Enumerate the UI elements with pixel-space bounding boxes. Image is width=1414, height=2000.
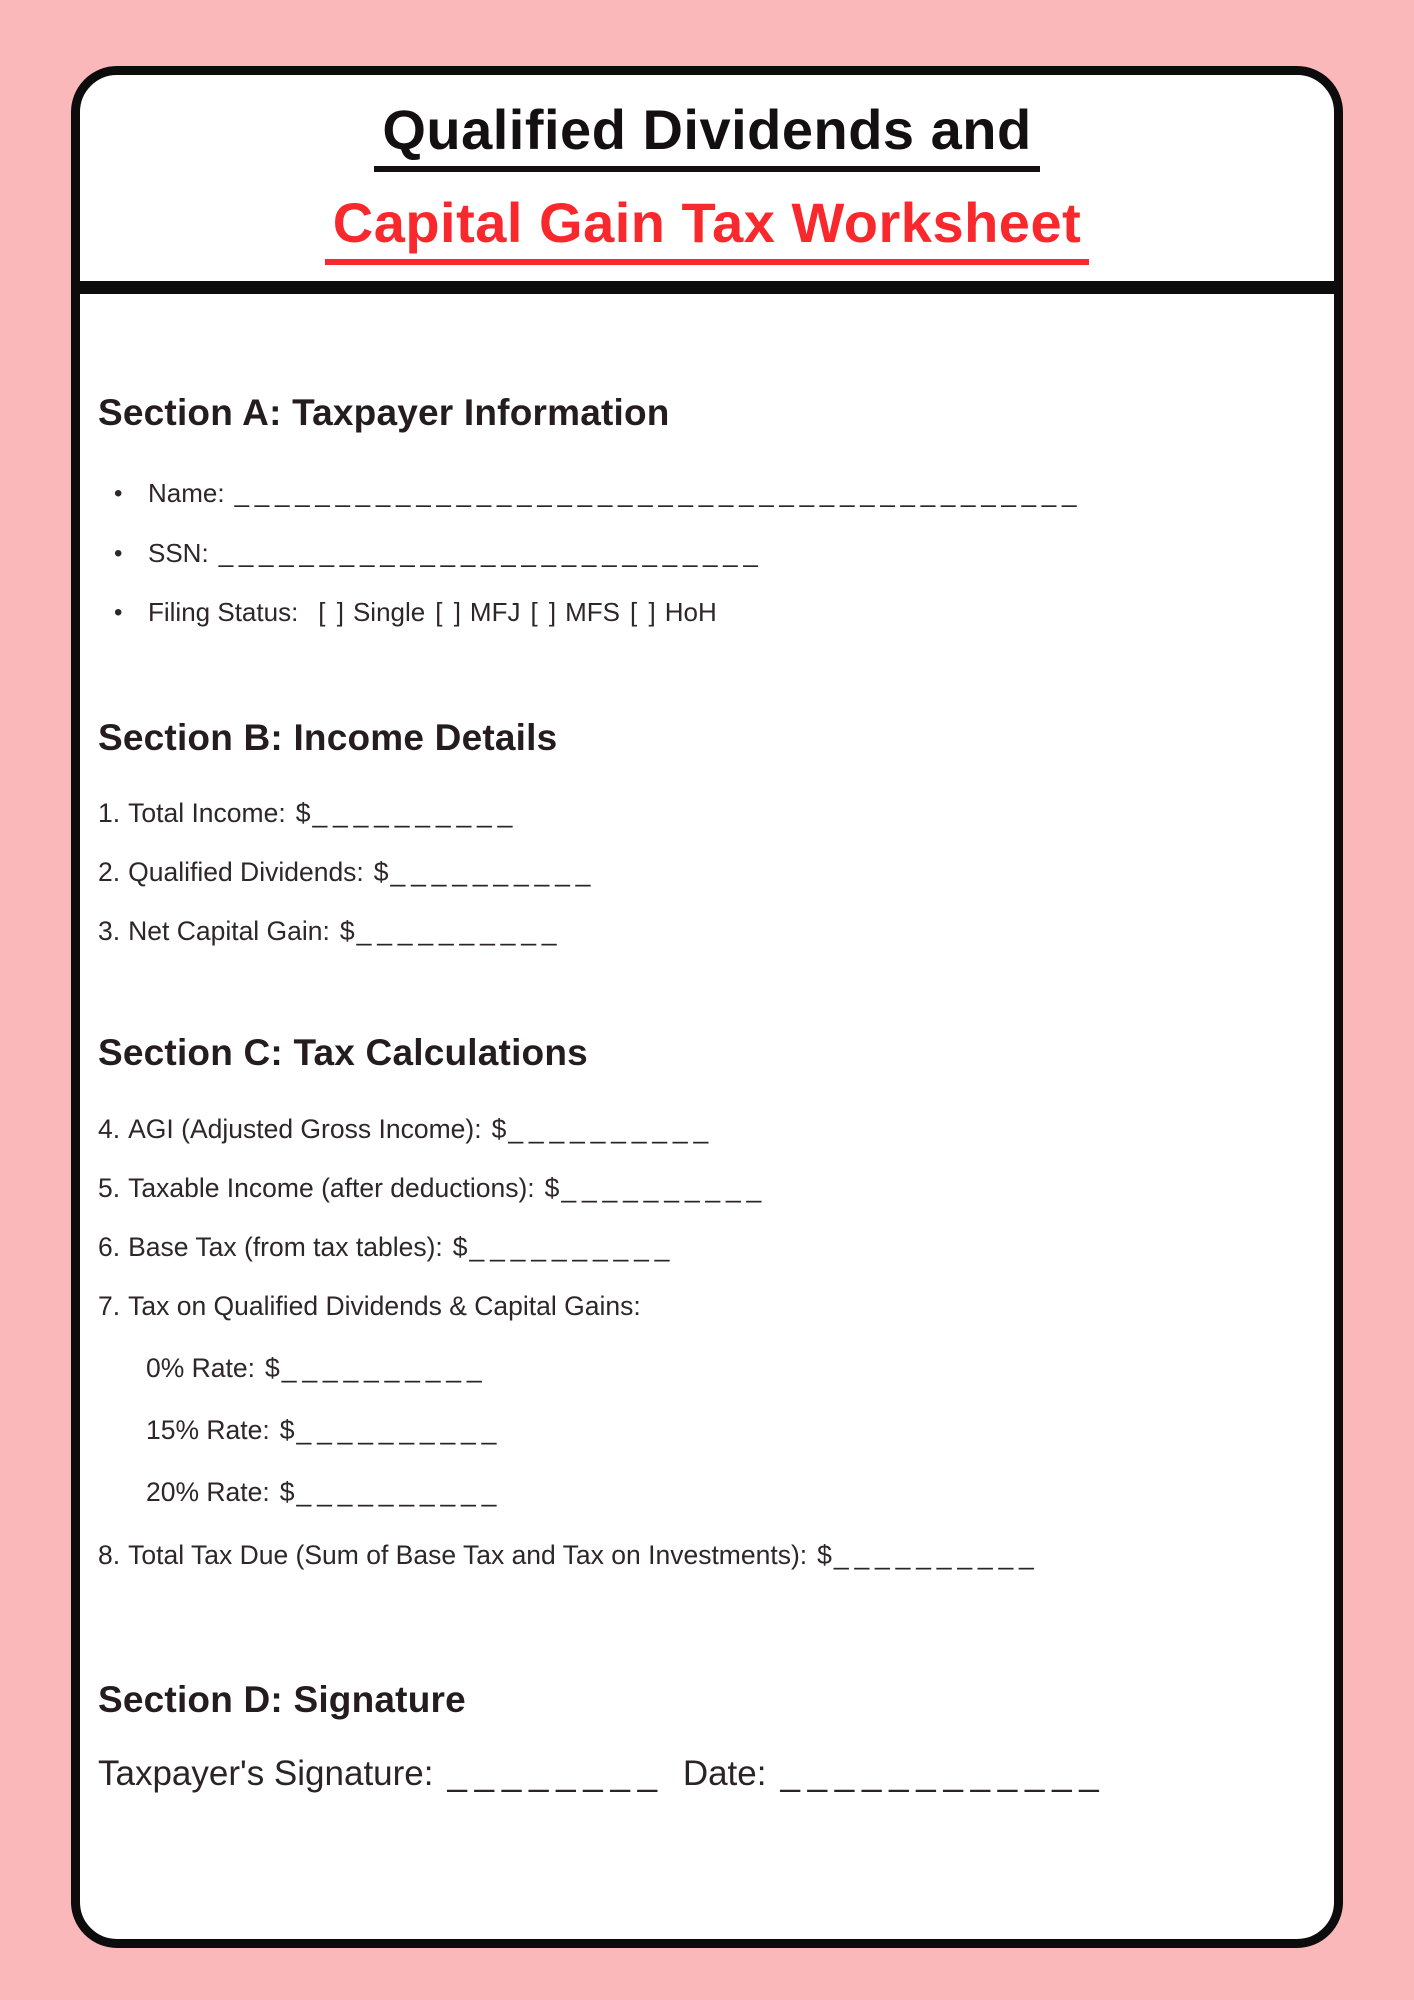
rate-line-15pct [146, 1415, 1310, 1446]
checkbox-hoh-icon: [ ] [630, 597, 658, 628]
bullet-icon: • [114, 480, 123, 508]
total-tax-wrap [98, 1539, 1310, 1572]
option-single-label: Single [352, 597, 426, 628]
item-number: 3. [98, 916, 121, 947]
item-label: Taxable Income (after deductions): [128, 1173, 535, 1204]
rate-sublist [146, 1353, 1310, 1508]
currency-symbol: $ [295, 798, 311, 829]
rate-label: 15% Rate: [146, 1415, 270, 1446]
section-taxpayer-information [98, 392, 1310, 628]
bullet-icon: • [114, 599, 123, 627]
item-label: Tax on Qualified Dividends & Capital Gains: [128, 1291, 641, 1322]
currency-symbol: $ [279, 1415, 295, 1446]
line-item-net-capital-gain [98, 915, 1310, 948]
rate-label: 20% Rate: [146, 1477, 270, 1508]
amount-blank-line: __________ [390, 857, 597, 888]
amount-blank-line: __________ [356, 916, 563, 947]
option-mfj-label: MFJ [469, 597, 521, 628]
option-hoh-label: HoH [664, 597, 717, 628]
amount-blank-line: __________ [281, 1353, 488, 1384]
bullet-icon: • [114, 539, 123, 567]
item-number: 6. [98, 1232, 121, 1263]
amount-blank-line: __________ [508, 1113, 715, 1144]
item-number: 7. [98, 1291, 121, 1322]
line-item-taxable-income [98, 1172, 1310, 1205]
line-item-total-tax-due [98, 1539, 1310, 1572]
header-divider [80, 281, 1334, 294]
ssn-field-row [114, 537, 1310, 570]
worksheet-body [80, 392, 1334, 1796]
item-number: 4. [98, 1113, 121, 1144]
date-label: Date: [682, 1754, 767, 1794]
name-field-row [114, 477, 1310, 510]
section-tax-calculations [98, 1032, 1310, 1572]
checkbox-single-icon: [ ] [318, 597, 346, 628]
currency-symbol: $ [491, 1113, 507, 1144]
line-item-qualified-dividends [98, 856, 1310, 889]
checkbox-mfs-icon: [ ] [530, 597, 559, 628]
amount-blank-line: __________ [296, 1415, 503, 1446]
line-item-tax-on-qd-cg [98, 1290, 1310, 1323]
line-item-total-income [98, 797, 1310, 830]
item-number: 8. [98, 1540, 121, 1571]
signature-row [98, 1751, 1310, 1797]
item-label: Total Income: [128, 798, 286, 829]
item-number: 1. [98, 798, 121, 829]
name-blank-line: __________________________________________ [234, 478, 1083, 509]
tax-calc-items [98, 1113, 1310, 1324]
currency-symbol: $ [279, 1477, 295, 1508]
amount-blank-line: __________ [833, 1540, 1040, 1571]
rate-line-0pct [146, 1353, 1310, 1384]
rate-line-20pct [146, 1477, 1310, 1508]
line-item-agi [98, 1113, 1310, 1146]
section-d-heading: Section D: Signature [98, 1678, 466, 1720]
item-label: AGI (Adjusted Gross Income): [128, 1113, 482, 1144]
rate-label: 0% Rate: [146, 1353, 256, 1384]
line-item-base-tax [98, 1231, 1310, 1264]
amount-blank-line: __________ [469, 1232, 676, 1263]
section-income-details [98, 717, 1310, 949]
amount-blank-line: __________ [561, 1173, 768, 1204]
worksheet-title-line2: Capital Gain Tax Worksheet [325, 194, 1089, 265]
filing-status-label: Filing Status: [148, 597, 299, 628]
currency-symbol: $ [544, 1173, 560, 1204]
worksheet-title-line1: Qualified Dividends and [374, 101, 1039, 172]
item-number: 5. [98, 1173, 121, 1204]
ssn-blank-line: ___________________________ [218, 537, 764, 568]
item-label: Base Tax (from tax tables): [128, 1232, 443, 1263]
currency-symbol: $ [265, 1353, 280, 1384]
item-number: 2. [98, 857, 121, 888]
amount-blank-line: __________ [312, 798, 519, 829]
currency-symbol: $ [452, 1232, 468, 1263]
signature-label: Taxpayer's Signature: [98, 1754, 434, 1794]
filing-status-row [114, 596, 1310, 629]
currency-symbol: $ [373, 857, 389, 888]
checkbox-mfj-icon: [ ] [435, 597, 463, 628]
item-label: Net Capital Gain: [128, 916, 330, 947]
item-label: Qualified Dividends: [128, 857, 364, 888]
worksheet-card [71, 66, 1343, 1948]
name-label: Name: [148, 478, 225, 509]
ssn-label: SSN: [148, 537, 209, 568]
worksheet-header [80, 75, 1334, 265]
option-mfs-label: MFS [565, 597, 621, 628]
income-items [98, 797, 1310, 948]
signature-blank-line: ________ [447, 1754, 665, 1794]
section-signature [98, 1679, 1310, 1797]
amount-blank-line: __________ [296, 1477, 503, 1508]
section-b-heading: Section B: Income Details [98, 716, 558, 758]
section-c-heading: Section C: Tax Calculations [98, 1032, 588, 1074]
item-label: Total Tax Due (Sum of Base Tax and Tax on Investments): [128, 1540, 808, 1571]
date-blank-line: ____________ [780, 1754, 1107, 1794]
section-a-heading: Section A: Taxpayer Information [98, 392, 670, 434]
currency-symbol: $ [339, 916, 355, 947]
taxpayer-info-list [98, 477, 1310, 629]
currency-symbol: $ [817, 1540, 832, 1571]
